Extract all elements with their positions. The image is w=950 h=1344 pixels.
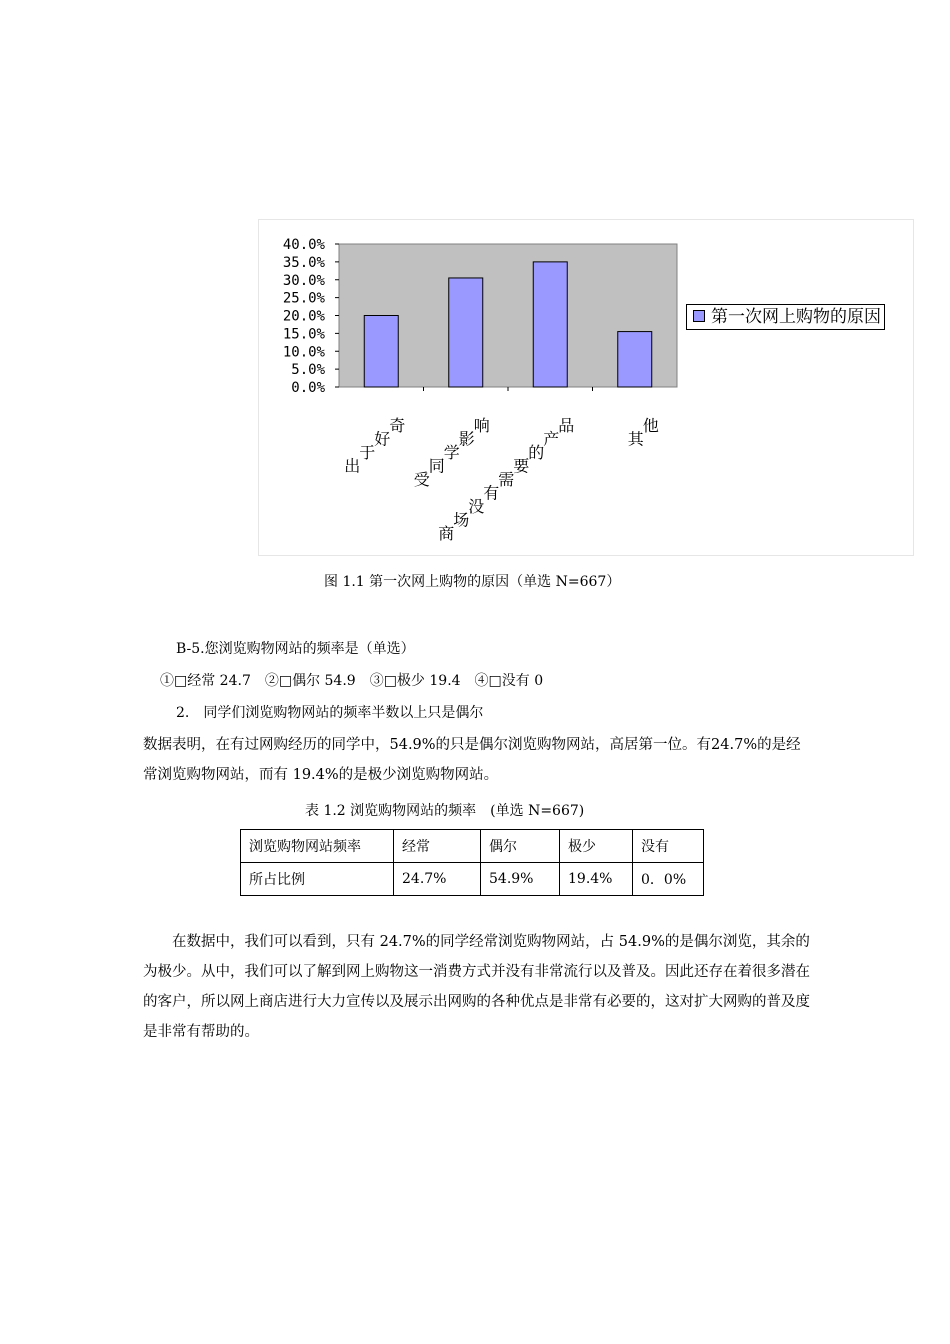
x-category-label: 其他 (627, 416, 659, 449)
paragraph-2: 在数据中，我们可以看到，只有 24.7%的同学经常浏览购物网站，占 54.9%的是偶尔浏览，其余的为极少。从中，我们可以了解到网上购物这一消费方式并没有非常流行以及普及。因此还存在着很多潜在的客户，所以网上商店进行大力宣传以及展示出网购的各种优点是非常有必要的，这对扩大网购的普及度是非常有帮助的。 (143, 934, 810, 1040)
question-options: ①□经常 24.7 ②□偶尔 54.9 ③□极少 19.4 ④□没有 0 (160, 673, 544, 689)
table-header-cell: 没有 (633, 830, 704, 863)
bar (449, 278, 483, 387)
section-heading: 2. 同学们浏览购物网站的频率半数以上只是偶尔 (176, 705, 484, 721)
legend-label: 第一次网上购物的原因 (711, 307, 881, 327)
table-header-cell: 经常 (394, 830, 481, 863)
table-cell: 0．0% (633, 863, 704, 896)
x-category-label: 商场没有需要的产品 (438, 416, 575, 543)
y-axis (283, 237, 339, 396)
table-cell: 54.9% (481, 863, 560, 896)
y-tick-label: 30.0% (282, 272, 325, 289)
y-tick-label: 10.0% (282, 344, 325, 361)
table-header-cell: 浏览购物网站频率 (241, 830, 394, 863)
table-cell: 24.7% (394, 863, 481, 896)
y-tick-label: 20.0% (282, 308, 325, 325)
legend-swatch (693, 310, 705, 322)
bar (618, 332, 652, 387)
x-axis-categories (344, 416, 659, 543)
question-title: B-5.您浏览购物网站的频率是（单选） (176, 641, 415, 657)
bar (364, 316, 398, 388)
y-tick-label: 40.0% (282, 237, 325, 253)
table-cell: 19.4% (560, 863, 633, 896)
table-header-cell: 偶尔 (481, 830, 560, 863)
bar (533, 262, 567, 387)
chart-legend (686, 304, 885, 330)
y-tick-label: 5.0% (291, 362, 325, 379)
x-category-label: 受同学影响 (413, 416, 490, 489)
table-cell: 所占比例 (241, 863, 394, 896)
y-tick-label: 0.0% (291, 380, 325, 396)
y-tick-label: 25.0% (282, 290, 325, 307)
frequency-table (240, 829, 704, 896)
table-row (241, 863, 704, 896)
table-header-row (241, 830, 704, 863)
bar-chart (259, 220, 913, 555)
x-category-label: 出于好奇 (344, 416, 406, 476)
table-header-cell: 极少 (560, 830, 633, 863)
paragraph-1: 数据表明，在有过网购经历的同学中，54.9%的只是偶尔浏览购物网站，高居第一位。有24.7%的是经常浏览购物网站，而有 19.4%的是极少浏览购物网站。 (143, 737, 801, 783)
table-caption: 表 1.2 浏览购物网站的频率 (单选 N=667) (305, 803, 585, 819)
chart-frame (258, 219, 914, 556)
figure-caption: 图 1.1 第一次网上购物的原因（单选 N=667） (324, 574, 621, 590)
y-tick-label: 15.0% (282, 326, 325, 343)
y-tick-label: 35.0% (282, 254, 325, 271)
